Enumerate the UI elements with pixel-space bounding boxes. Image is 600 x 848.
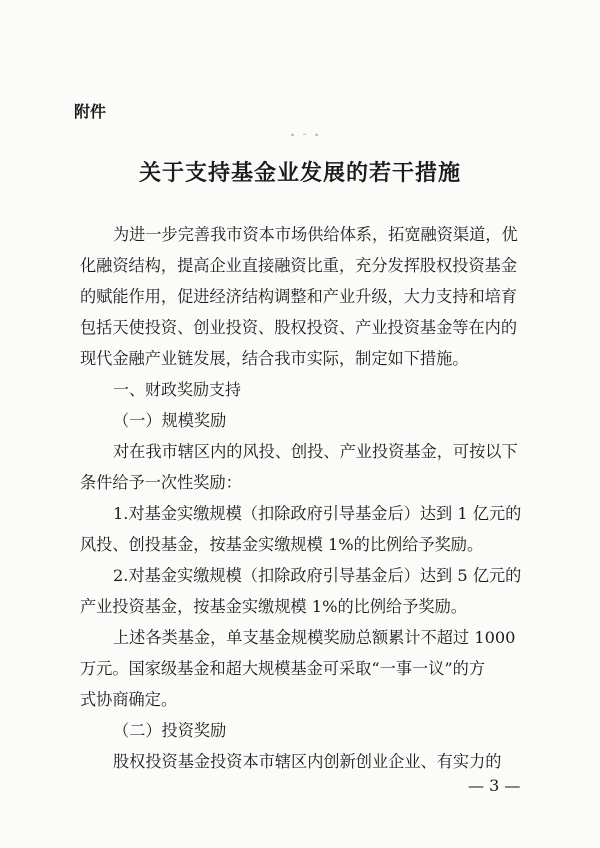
paragraph-line: 对在我市辖区内的风投、创投、产业投资基金，可按以下 — [113, 442, 518, 461]
paragraph-line: 现代金融产业链发展，结合我市实际，制定如下措施。 — [80, 349, 469, 368]
page-number: — 3 — — [468, 776, 521, 795]
stamp-smudge: ∙ ⁃ ∙ — [290, 130, 322, 141]
paragraph-line: 包括天使投资、创业投资、股权投资、产业投资基金等在内的 — [80, 318, 518, 337]
paragraph-line: 的赋能作用，促进经济结构调整和产业升级，大力支持和培育 — [80, 287, 518, 306]
paragraph-line: 股权投资基金投资本市辖区内创新创业企业、有实力的 — [113, 752, 502, 771]
paragraph-line: 上述各类基金，单支基金规模奖励总额累计不超过 1000 — [113, 628, 516, 647]
document-title: 关于支持基金业发展的若干措施 — [138, 160, 461, 186]
list-item-line: 风投、创投基金，按基金实缴规模 1%的比例给予奖励。 — [80, 535, 484, 554]
list-item-line: 产业投资基金，按基金实缴规模 1%的比例给予奖励。 — [80, 597, 467, 616]
paragraph-line: 式协商确定。 — [80, 690, 178, 709]
subsection-heading: （一）规模奖励 — [113, 411, 227, 430]
list-item-line: 2.对基金实缴规模（扣除政府引导基金后）达到 5 亿元的 — [113, 566, 522, 585]
list-item-line: 1.对基金实缴规模（扣除政府引导基金后）达到 1 亿元的 — [113, 504, 522, 523]
subsection-heading: （二）投资奖励 — [113, 721, 227, 740]
paragraph-line: 为进一步完善我市资本市场供给体系，拓宽融资渠道，优 — [113, 225, 518, 244]
attachment-label: 附件 — [74, 102, 107, 121]
paragraph-line: 万元。国家级基金和超大规模基金可采取“一事一议”的方 — [80, 659, 486, 678]
paragraph-line: 条件给予一次性奖励： — [80, 473, 242, 492]
section-heading: 一、财政奖励支持 — [113, 380, 242, 399]
paragraph-line: 化融资结构，提高企业直接融资比重，充分发挥股权投资基金 — [80, 256, 518, 275]
